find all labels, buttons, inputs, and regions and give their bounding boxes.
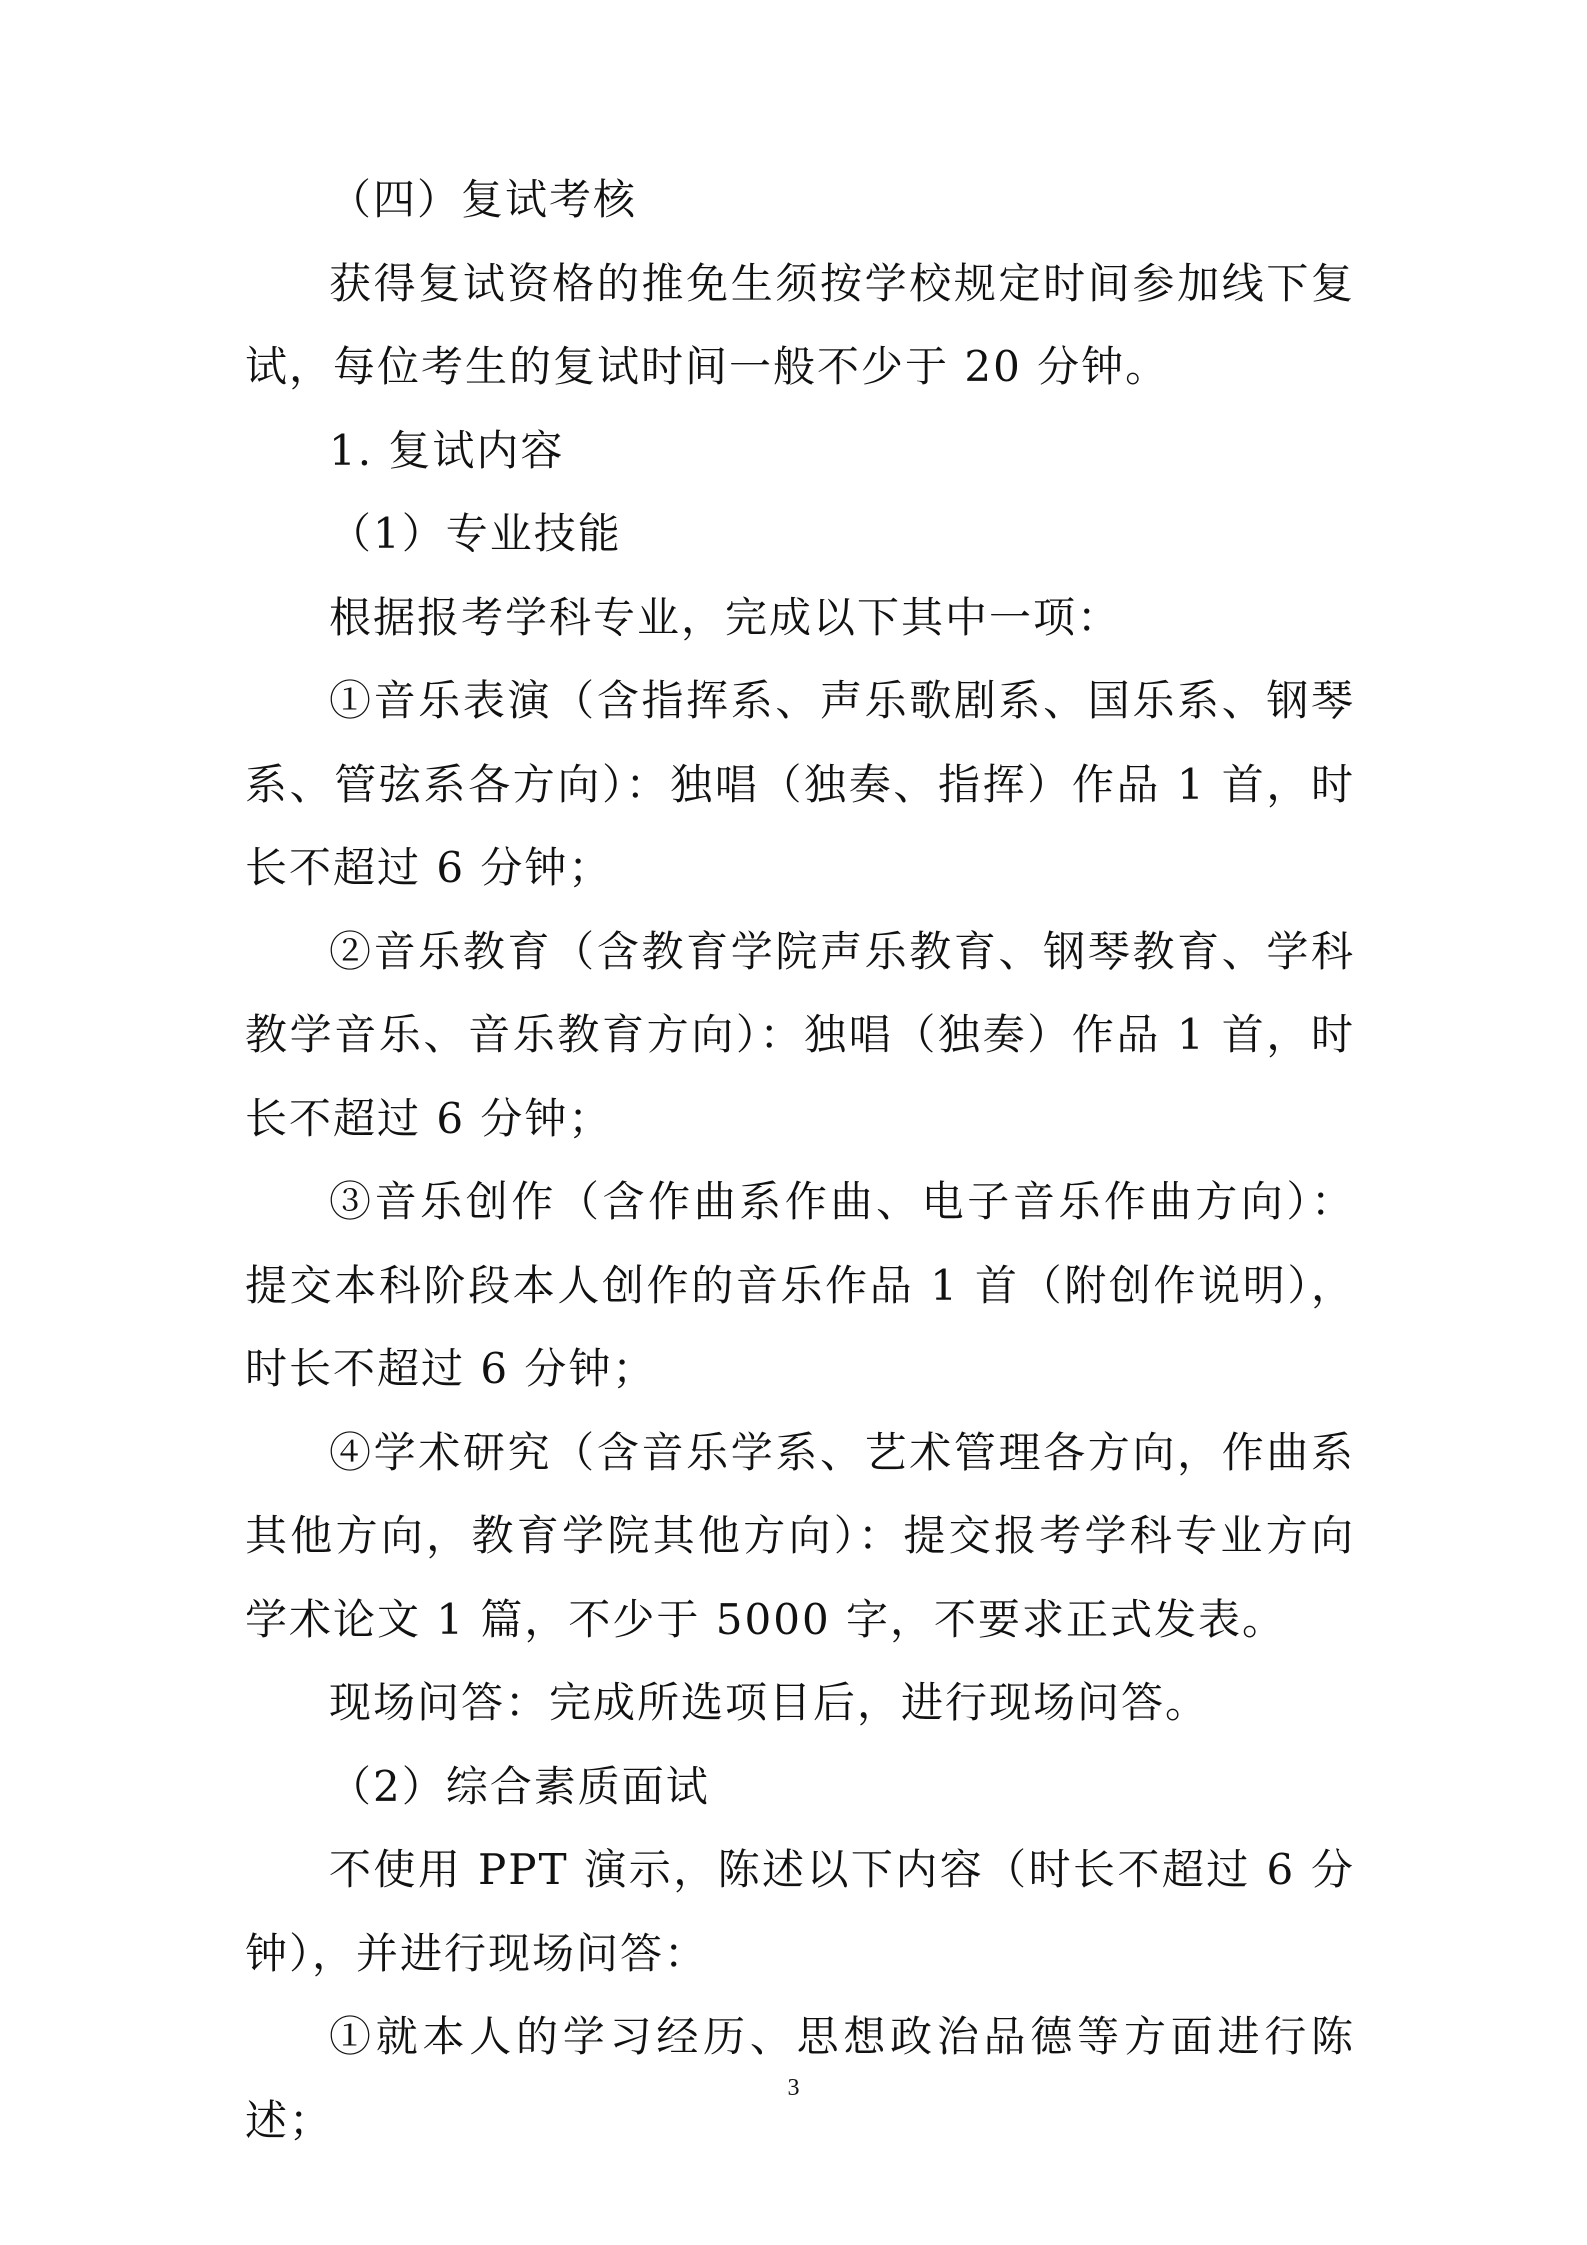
list-item: ②音乐教育（含教育学院声乐教育、钢琴教育、学科教学音乐、音乐教育方向）：独唱（独奏）作品 1 首，时长不超过 6 分钟；: [245, 926, 1355, 1143]
subsection-heading: （1）专业技能: [329, 509, 622, 558]
paragraph: 现场问答：完成所选项目后，进行现场问答。: [329, 1678, 1210, 1727]
subsection-heading: （2）综合素质面试: [329, 1761, 710, 1811]
list-item: ①就本人的学习经历、思想政治品德等方面进行陈述；: [245, 2012, 1355, 2145]
list-item: ③音乐创作（含作曲系作曲、电子音乐作曲方向）：提交本科阶段本人创作的音乐作品 1 首（附创作说明），时长不超过 6 分钟；: [245, 1177, 1355, 1393]
list-item: ④学术研究（含音乐学系、艺术管理各方向，作曲系其他方向，教育学院其他方向）：提交报考学科专业方向学术论文 1 篇，不少于 5000 字，不要求正式发表。: [245, 1427, 1355, 1644]
subsection-heading: 1. 复试内容: [329, 425, 565, 475]
list-item: ①音乐表演（含指挥系、声乐歌剧系、国乐系、钢琴系、管弦系各方向）：独唱（独奏、指挥）作品 1 首，时长不超过 6 分钟；: [245, 676, 1355, 892]
paragraph: 不使用 PPT 演示，陈述以下内容（时长不超过 6 分钟），并进行现场问答：: [245, 1845, 1355, 1978]
paragraph: 根据报考学科专业，完成以下其中一项：: [329, 592, 1122, 642]
document-body: [245, 158, 1355, 2162]
page-number: 3: [787, 2075, 800, 2101]
paragraph: 获得复试资格的推免生须按学校规定时间参加线下复试，每位考生的复试时间一般不少于 20 分钟。: [245, 258, 1355, 391]
section-heading: （四）复试考核: [329, 175, 638, 224]
